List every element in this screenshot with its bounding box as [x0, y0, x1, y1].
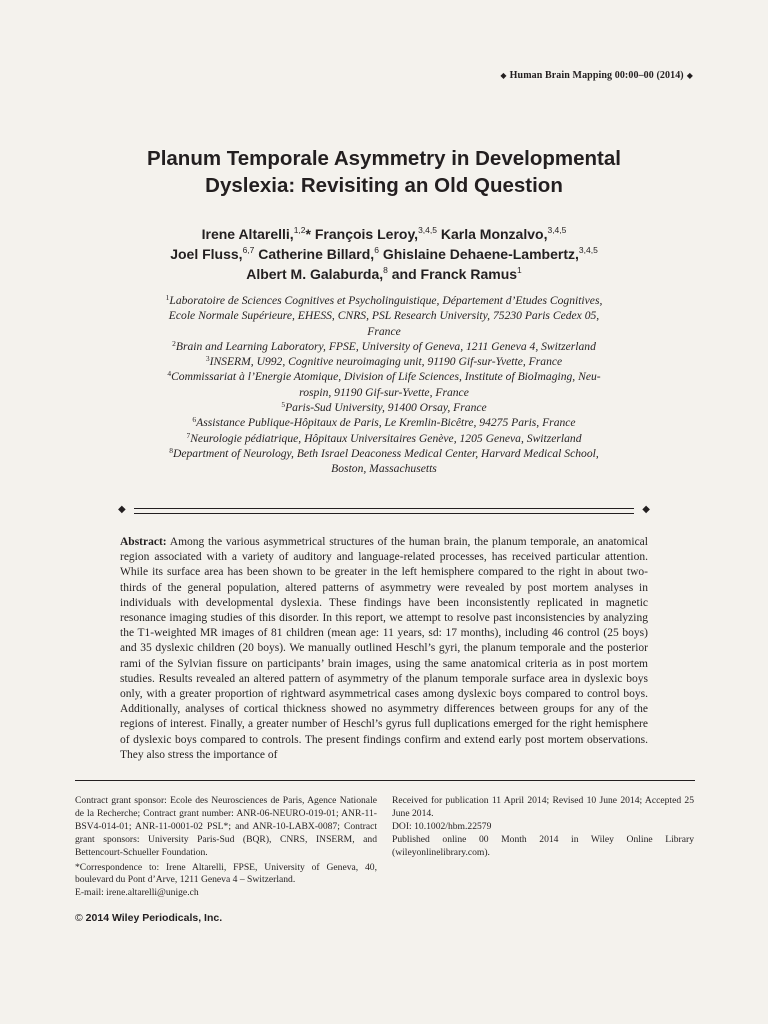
grant-footnote: Contract grant sponsor: Ecole des Neurosciences de Paris, Agence Nationale de la Recherche; Contract grant number: ANR-06-NEURO-019-01; ANR-11-BSV4-014-01; ANR-11-0001-02 PSL*; and ANR-10-LABX-0087; Contract grant sponsors: University Paris-Sud (BQR), CNRS, INSERM, and Bettencourt-Schueller Foundation.	[75, 795, 377, 858]
affil-number: 1	[165, 293, 170, 302]
correspondence-footnote: *Correspondence to: Irene Altarelli, FPSE, University of Geneva, 40, boulevard du Pont d’Arve, 1211 Geneva 4 – Switzerland.	[75, 861, 377, 886]
author-name: Joel Fluss,	[170, 246, 243, 262]
affil-line: France	[367, 324, 401, 338]
affiliation	[130, 339, 638, 354]
abstract	[120, 535, 648, 763]
affil-number: 3	[205, 354, 210, 364]
affil-line: Laboratoire de Sciences Cognitives et Psycholinguistique, Département d’Etudes Cognitives,	[169, 294, 603, 307]
affiliation	[130, 354, 638, 369]
affil-line: INSERM, U992, Cognitive neuroimaging unit, 91190 Gif-sur-Yvette, France	[209, 355, 563, 369]
author-affil-ref: 1,2	[293, 225, 306, 235]
published-online: Published online 00 Month 2014 in Wiley Online Library (wileyonlinelibrary.com).	[392, 833, 694, 858]
affiliation-list	[130, 293, 638, 477]
affil-line: Ecole Normale Supérieure, EHESS, CNRS, PSL Research University, 75230 Paris Cedex 05,	[168, 309, 600, 323]
affil-line: Neurologie pédiatrique, Hôpitaux Universitaires Genève, 1205 Geneva, Switzerland	[190, 431, 582, 445]
article-title	[80, 145, 688, 199]
email-footnote: E-mail: irene.altarelli@unige.ch	[75, 887, 199, 899]
affiliation	[130, 400, 638, 415]
affil-number: 6	[192, 415, 197, 425]
author-name: Catherine Billard,	[258, 246, 375, 262]
abstract-label: Abstract:	[120, 536, 167, 548]
author-affil-ref: 3,4,5	[578, 245, 598, 255]
affil-line: Paris-Sud University, 91400 Orsay, France	[285, 401, 487, 415]
copyright	[75, 912, 222, 924]
title-line: Dyslexia: Revisiting an Old Question	[205, 174, 563, 197]
author-name: and Franck Ramus	[391, 266, 518, 282]
affil-line: Assistance Publique-Hôpitaux de Paris, Le Kremlin-Bicêtre, 94275 Paris, France	[196, 416, 576, 430]
author-name: Ghislaine Dehaene-Lambertz,	[382, 246, 579, 262]
author-affil-ref: 6,7	[242, 245, 255, 255]
affiliation	[130, 369, 638, 400]
author-name: Karla Monzalvo,	[440, 226, 548, 242]
author-line	[80, 264, 688, 284]
author-line	[80, 244, 688, 264]
diamond-icon: ◆	[686, 71, 693, 80]
divider-rule	[134, 508, 634, 509]
author-affil-ref: 6	[374, 245, 379, 255]
affil-number: 8	[169, 445, 173, 455]
author-name: Albert M. Galaburda,	[246, 266, 384, 282]
author-affil-ref: 3,4,5	[547, 225, 567, 235]
doi: DOI: 10.1002/hbm.22579	[392, 820, 492, 832]
affil-number: 4	[167, 369, 172, 379]
affil-line: Department of Neurology, Beth Israel Deaconess Medical Center, Harvard Medical School,	[172, 446, 599, 460]
footnote-rule	[75, 780, 695, 781]
received-dates: Received for publication 11 April 2014; Revised 10 June 2014; Accepted 25 June 2014.	[392, 795, 694, 819]
running-head	[497, 70, 696, 81]
footnotes-left	[75, 795, 377, 902]
affiliation	[130, 446, 638, 477]
author-list	[80, 224, 688, 284]
copyright-text: 2014 Wiley Periodicals, Inc.	[85, 912, 223, 924]
diamond-icon: ◆	[118, 504, 126, 515]
journal-citation: Human Brain Mapping 00:00–00 (2014)	[509, 70, 684, 81]
author-name: Irene Altarelli,	[201, 226, 294, 242]
affil-line: Commissariat à l’Energie Atomique, Division of Life Sciences, Institute of BioImaging, Neu-	[171, 370, 601, 384]
affil-line: Brain and Learning Laboratory, FPSE, University of Geneva, 1211 Geneva 4, Switzerland	[175, 339, 596, 353]
corresponding-mark: *	[305, 226, 311, 242]
footnotes-right	[392, 795, 694, 860]
author-affil-ref: 3,4,5	[418, 225, 437, 235]
copyright-icon: ©	[75, 912, 83, 924]
divider-rule	[134, 513, 634, 514]
author-affil-ref: 1	[517, 265, 522, 275]
affiliation	[130, 415, 638, 430]
affiliation	[130, 293, 638, 339]
author-affil-ref: 8	[383, 265, 388, 275]
affil-line: Boston, Massachusetts	[331, 462, 437, 476]
affiliation	[130, 431, 638, 446]
section-divider	[118, 505, 650, 517]
affil-line: rospin, 91190 Gif-sur-Yvette, France	[299, 385, 469, 399]
title-line: Planum Temporale Asymmetry in Developmental	[147, 147, 621, 170]
author-line	[80, 224, 688, 244]
affil-number: 5	[281, 400, 286, 410]
diamond-icon: ◆	[642, 504, 650, 515]
affil-number: 7	[186, 430, 191, 440]
author-name: François Leroy,	[314, 226, 419, 242]
affil-number: 2	[172, 338, 176, 348]
diamond-icon: ◆	[500, 71, 507, 80]
abstract-text: Among the various asymmetrical structures of the human brain, the planum temporale, an anatomical region associated with a variety of auditory and language-related processes, has received particular attention. While its surface area has been shown to be greater in the left hemisphere compared to the right in about two-thirds of the general population, altered patterns of asymmetry were revealed by post mortem analyses in individuals with developmental dyslexia. These findings have been inconsistently replicated in magnetic resonance imaging studies of this disorder. In this report, we attempt to resolve past inconsistencies by analyzing the T1-weighted MR images of 81 children (mean age: 11 years, sd: 17 months), including 46 control (25 boys) and 35 dyslexic children (20 boys). We manually outlined Heschl’s gyri, the planum temporale and the posterior rami of the Sylvian fissure on participants’ brain images, using the same anatomical criteria as in post mortem studies. Results revealed an altered pattern of asymmetry of the planum temporale surface area in dyslexic boys only, with a greater proportion of rightward asymmetrical cases among dyslexic boys compared to control boys. Additionally, analyses of cortical thickness showed no asymmetry differences between groups for any of the regions of interest. Finally, a greater number of Heschl’s gyrus full duplications emerged for the right hemisphere of dyslexic boys compared to controls. The present findings confirm and extend early post mortem observations. They also stress the importance of	[120, 536, 648, 761]
